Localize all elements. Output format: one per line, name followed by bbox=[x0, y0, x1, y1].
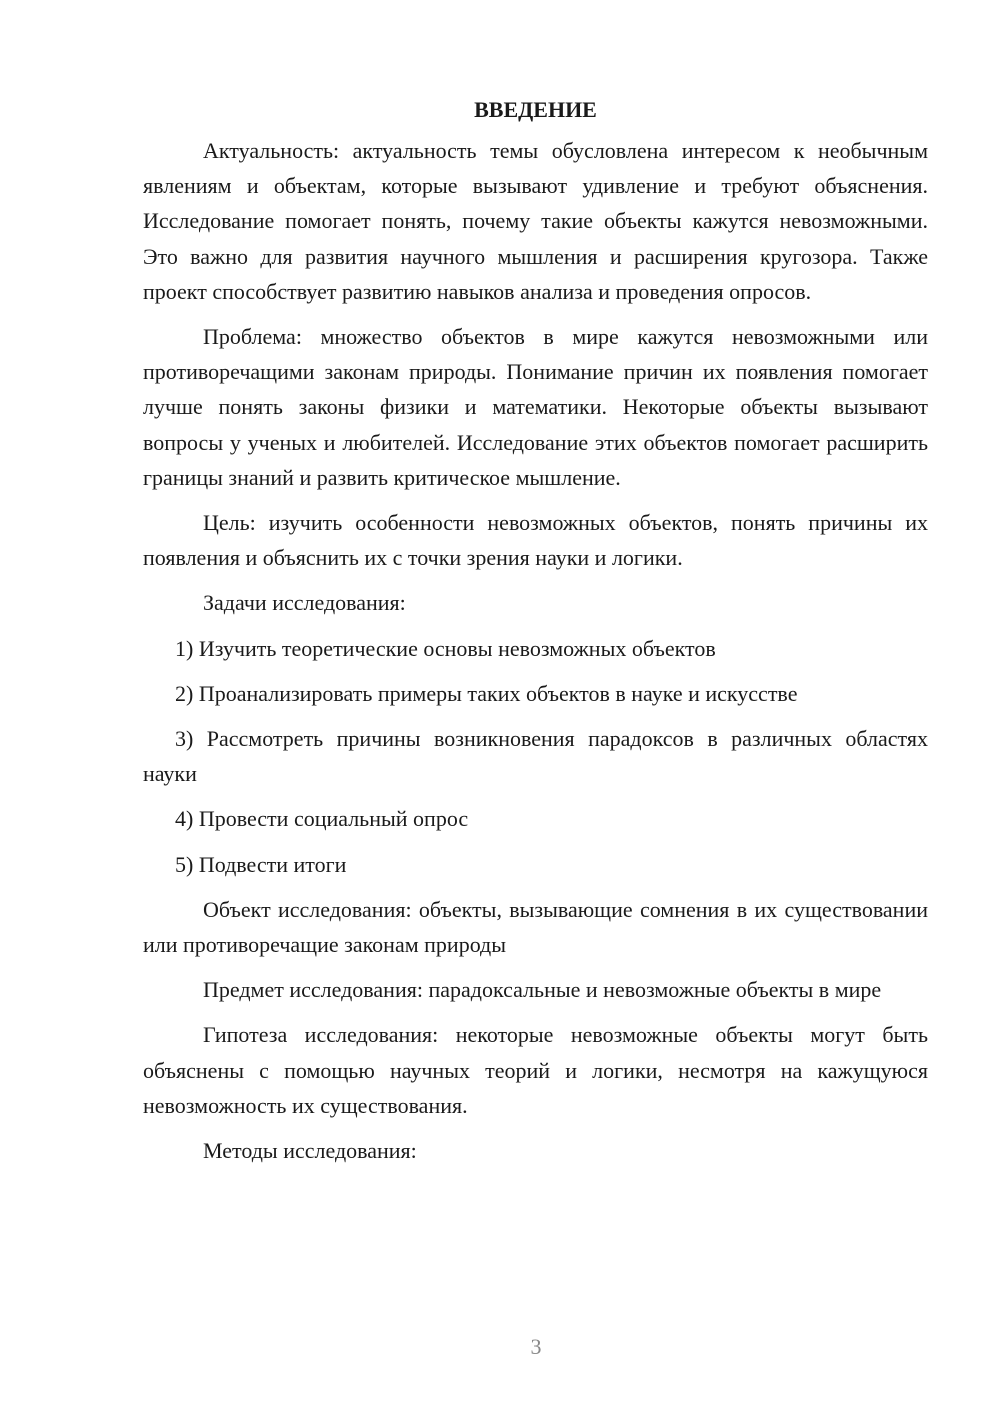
task-item: 5) Подвести итоги bbox=[175, 851, 347, 877]
subject-paragraph: Предмет исследования: парадоксальные и невозможные объекты в мире bbox=[203, 977, 882, 1003]
task-item: 4) Провести социальный опрос bbox=[175, 806, 469, 832]
task-item: 3) Рассмотреть причины возникновения парадоксов в различных областях науки bbox=[143, 726, 928, 787]
page-number: 3 bbox=[530, 1334, 542, 1359]
methods-heading: Методы исследования: bbox=[203, 1138, 417, 1164]
object-paragraph: Объект исследования: объекты, вызывающие сомнения в их существовании или противоречащие законам природы bbox=[143, 896, 928, 958]
problem-paragraph: Проблема: множество объектов в мире кажутся невозможными или противоречащими законам природы. Понимание причин их появления помогает лучше понять законы физики и математики. Некоторые объекты вызывают вопросы у ученых и любителей. Исследование этих объектов помогает расширить границы знаний и развить критическое мышление. bbox=[143, 324, 928, 490]
task-item: 2) Проанализировать примеры таких объектов в науке и искусстве bbox=[175, 680, 798, 706]
document-page bbox=[143, 92, 928, 1178]
goal-paragraph: Цель: изучить особенности невозможных объектов, понять причины их появления и объяснить их с точки зрения науки и логики. bbox=[143, 510, 928, 571]
section-title: ВВЕДЕНИЕ bbox=[474, 97, 597, 122]
relevance-paragraph: Актуальность: актуальность темы обусловлена интересом к необычным явлениям и объектам, которые вызывают удивление и требуют объяснения. Исследование помогает понять, почему такие объекты кажутся невозможными. Это важно для развития научного мышления и расширения кругозора. Также проект способствует развитию навыков анализа и проведения опросов. bbox=[143, 138, 928, 304]
tasks-heading: Задачи исследования: bbox=[203, 590, 406, 616]
task-item: 1) Изучить теоретические основы невозможных объектов bbox=[175, 635, 716, 661]
hypothesis-paragraph: Гипотеза исследования: некоторые невозможные объекты могут быть объяснены с помощью научных теорий и логики, несмотря на кажущуюся невозможность их существования. bbox=[143, 1022, 928, 1118]
